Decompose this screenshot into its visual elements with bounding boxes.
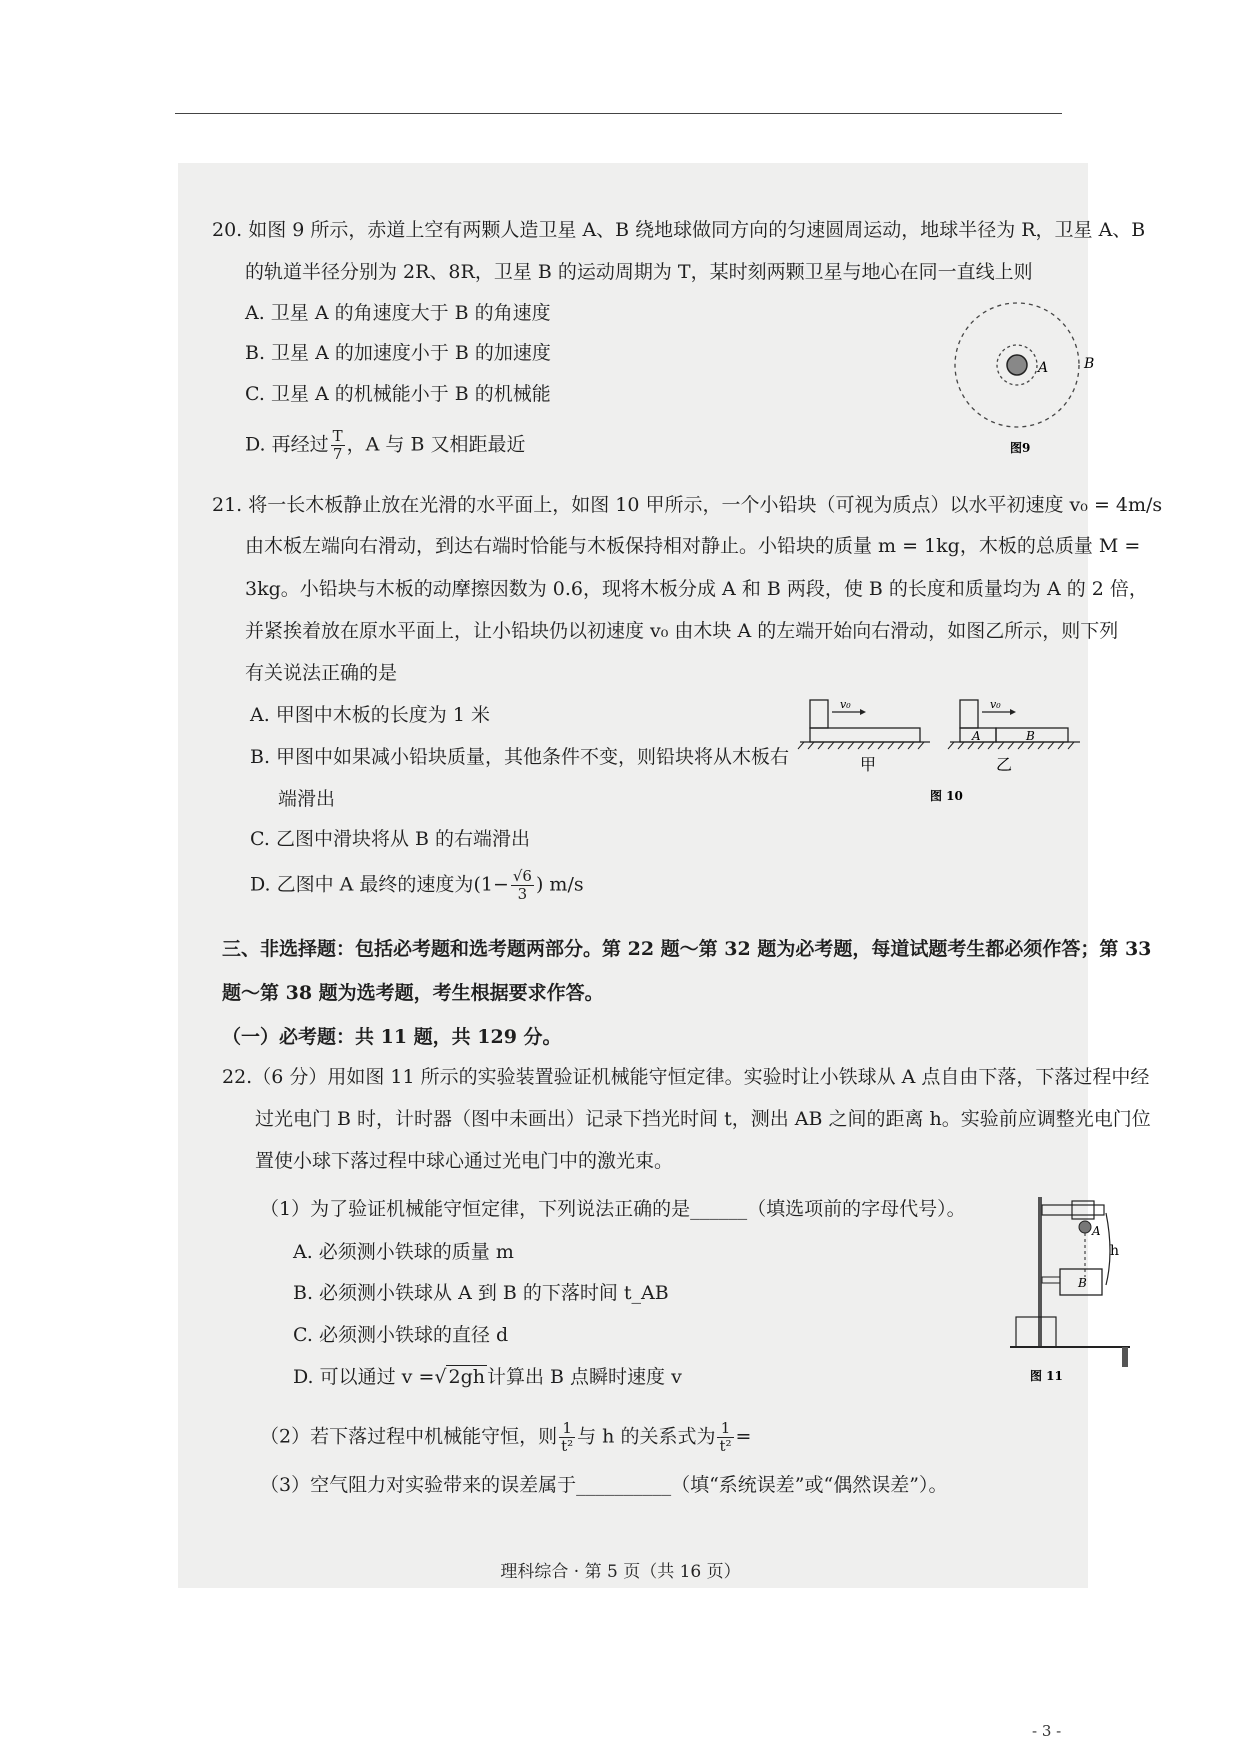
label-jia: 甲 xyxy=(860,755,877,774)
q21-option-b-line1: B. 甲图中如果减小铅块质量，其他条件不变，则铅块将从木板右 xyxy=(250,746,790,768)
q20-option-c: C. 卫星 A 的机械能小于 B 的机械能 xyxy=(245,383,551,405)
q22-sub3: （3）空气阻力对实验带来的误差属于__________（填“系统误差”或“偶然误差”）。 xyxy=(260,1474,948,1496)
yi-label-b: B xyxy=(1026,729,1035,743)
section3-line1: 三、非选择题：包括必考题和选考题两部分。第 22 题～第 32 题为必考题，每道试题考生都必须作答；第 33 xyxy=(222,938,1152,960)
fig10-caption: 图 10 xyxy=(930,789,963,803)
q21-line1: 21. 将一长木板静止放在光滑的水平面上，如图 10 甲所示，一个小铅块（可视为质点）以水平初速度 v₀ = 4m/s xyxy=(212,494,1163,516)
q21-option-d: D. 乙图中 A 最终的速度为(1− $\frac{√6}{3}$ ) m/s xyxy=(250,867,584,903)
fig11-label-a: A xyxy=(1092,1224,1101,1238)
fig11-caption: 图 11 xyxy=(1030,1369,1063,1383)
fig9-label-a: A xyxy=(1038,360,1049,376)
figure-10-boards xyxy=(790,690,1100,810)
page-number: - 3 - xyxy=(1032,1722,1062,1740)
q20-line2: 的轨道半径分别为 2R、8R，卫星 B 的运动周期为 T，某时刻两颗卫星与地心在同一直线上则 xyxy=(245,261,1033,283)
section3-line3: （一）必考题：共 11 题，共 129 分。 xyxy=(222,1026,562,1048)
yi-ground-hatch xyxy=(948,742,1074,749)
yi-label-a: A xyxy=(972,729,981,743)
q20-option-a: A. 卫星 A 的角速度大于 B 的角速度 xyxy=(245,302,551,324)
q22-line3: 置使小球下落过程中球心通过光电门中的激光束。 xyxy=(255,1150,674,1172)
q22-line1: 22.（6 分）用如图 11 所示的实验装置验证机械能守恒定律。实验时让小铁球从 A 点自由下落，下落过程中经 xyxy=(222,1066,1150,1088)
jia-arrow-head xyxy=(860,709,866,715)
jia-ground-hatch xyxy=(798,742,924,749)
header-rule xyxy=(175,113,1062,114)
figure-9-orbits xyxy=(950,300,1130,460)
label-yi: 乙 xyxy=(996,755,1013,774)
section3-line2: 题～第 38 题为选考题，考生根据要求作答。 xyxy=(222,982,604,1004)
stand-pole xyxy=(1038,1197,1042,1347)
earth xyxy=(1007,355,1027,375)
q22-line2: 过光电门 B 时，计时器（图中未画出）记录下挡光时间 t，测出 AB 之间的距离 h。实验前应调整光电门位 xyxy=(255,1108,1151,1130)
fig9-caption: 图9 xyxy=(1010,441,1031,455)
q21-line3: 3kg。小铅块与木板的动摩擦因数为 0.6，现将木板分成 A 和 B 两段，使 B 的长度和质量均为 A 的 2 倍， xyxy=(245,578,1148,600)
q21-line4: 并紧挨着放在原水平面上，让小铅块仍以初速度 v₀ 由木块 A 的左端开始向右滑动，如图乙所示，则下列 xyxy=(245,620,1119,642)
q20-option-b: B. 卫星 A 的加速度小于 B 的加速度 xyxy=(245,342,551,364)
base-box xyxy=(1016,1317,1056,1347)
q22-option-c: C. 必须测小铁球的直径 d xyxy=(293,1324,509,1346)
q22-option-d: D. 可以通过 v =√ 2gh 计算出 B 点瞬时速度 v xyxy=(293,1366,682,1388)
electromagnet xyxy=(1072,1201,1094,1219)
q22-sub1: （1）为了验证机械能守恒定律，下列说法正确的是______（填选项前的字母代号）。 xyxy=(260,1198,966,1220)
jia-block xyxy=(810,700,828,728)
fig11-label-h: h xyxy=(1110,1243,1120,1259)
q22-option-a: A. 必须测小铁球的质量 m xyxy=(293,1241,514,1263)
iron-ball xyxy=(1079,1221,1091,1233)
q21-option-c: C. 乙图中滑块将从 B 的右端滑出 xyxy=(250,828,530,850)
q20-option-d: D. 再经过 $\frac{T}{7}$ ，A 与 B 又相距最近 xyxy=(245,427,526,463)
yi-block xyxy=(960,700,978,728)
page-footer: 理科综合 · 第 5 页（共 16 页） xyxy=(500,1562,741,1582)
q21-line5: 有关说法正确的是 xyxy=(245,662,398,684)
q21-line2: 由木板左端向右滑动，到达右端时恰能与木板保持相对静止。小铅块的质量 m = 1kg，木板的总质量 M = xyxy=(245,535,1141,557)
q22-option-b: B. 必须测小铁球从 A 到 B 的下落时间 t_AB xyxy=(293,1282,669,1304)
q21-option-b-line2: 端滑出 xyxy=(278,788,336,810)
q22-sub2: （2）若下落过程中机械能守恒，则 $\frac{1}{\text{t²}}$ 与 h 的关系式为 $\frac{1}{\text{t²}}$ = xyxy=(260,1419,752,1455)
q20-line1: 20. 如图 9 所示，赤道上空有两颗人造卫星 A、B 绕地球做同方向的匀速圆周运动，地球半径为 R，卫星 A、B xyxy=(212,219,1146,241)
gate-arm xyxy=(1042,1277,1060,1283)
yi-v0-label: v₀ xyxy=(990,698,1001,711)
yi-arrow-head xyxy=(1010,709,1016,715)
jia-board xyxy=(810,728,920,742)
q21-option-a: A. 甲图中木板的长度为 1 米 xyxy=(250,704,490,726)
fig9-label-b: B xyxy=(1084,356,1095,372)
jia-v0-label: v₀ xyxy=(840,698,851,711)
fig11-label-b: B xyxy=(1078,1276,1087,1290)
figure-11-apparatus xyxy=(1010,1195,1130,1385)
table-leg xyxy=(1122,1347,1128,1367)
top-clamp xyxy=(1042,1205,1104,1215)
